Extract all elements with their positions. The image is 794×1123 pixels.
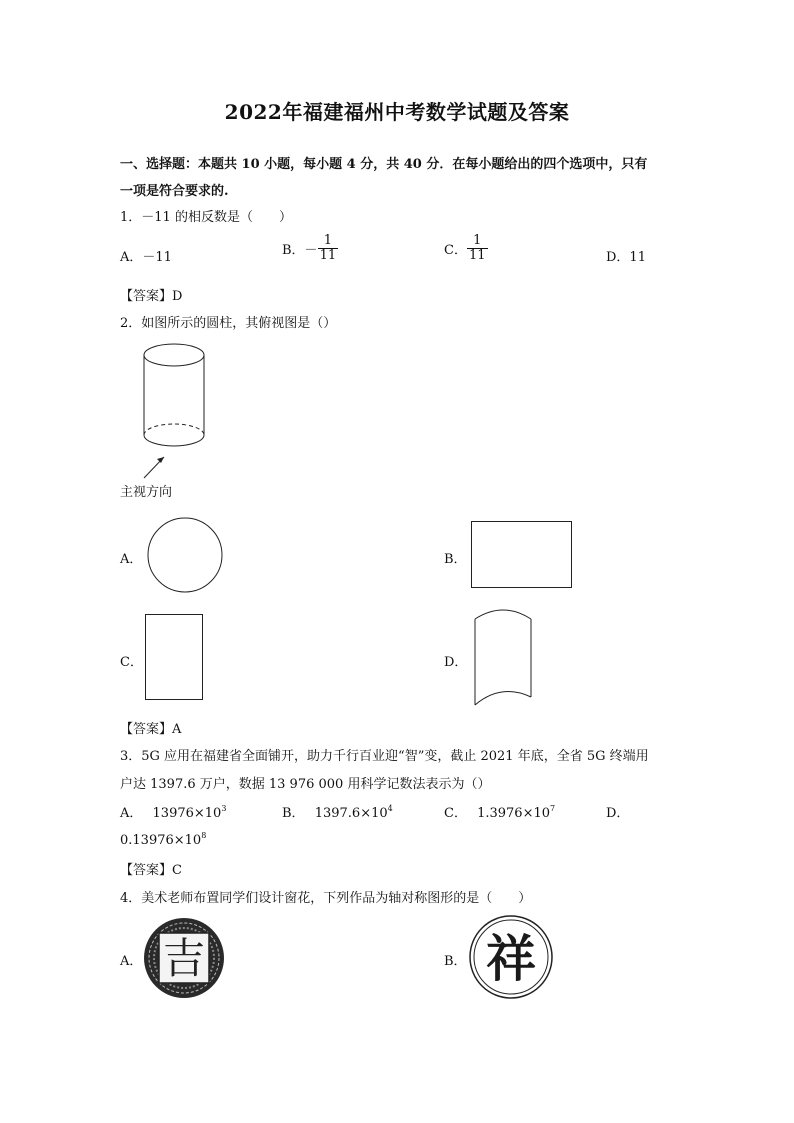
q2-answer: 【答案】A: [120, 722, 182, 737]
page-title: 2022年福建福州中考数学试题及答案: [224, 100, 570, 124]
q3-option-d-label: D．: [606, 806, 630, 821]
q4-option-b-glyph: 祥: [486, 929, 536, 988]
q2-option-a-label: A．: [120, 552, 143, 567]
q4-option-a-glyph: 吉: [162, 934, 206, 983]
q3-answer: 【答案】C: [120, 863, 182, 878]
section-heading-line2: 一项是符合要求的.: [120, 184, 229, 199]
q1-option-c-denominator: 11: [468, 247, 486, 263]
q1-option-d: D．11: [606, 250, 646, 265]
q3-option-b-base: 1397.6×10: [314, 806, 388, 821]
q1-option-c-numerator: 1: [473, 233, 482, 248]
q3-option-a-base: 13976×10: [152, 806, 222, 821]
q3-option-c-label: C．: [444, 806, 467, 821]
q1-option-b-fraction: [318, 234, 339, 262]
q2-option-c-label: C．: [120, 655, 143, 670]
q1-option-b-denominator: 11: [319, 247, 337, 263]
q3-stem-line1: 3．5G 应用在福建省全面铺开，助力千行百业迎“智”变，截止 2021 年底，全省 5G 终端用: [120, 749, 649, 764]
cylinder-figure: [120, 335, 220, 465]
q2-option-b-label: B．: [444, 552, 467, 567]
q4-option-b-label: B．: [444, 954, 467, 969]
q3-option-d: [120, 831, 206, 848]
q2-option-d-label: D．: [444, 655, 468, 670]
q3-option-b-exponent: 4: [387, 804, 393, 813]
q1-option-a: A．－11: [120, 250, 172, 265]
q2-stem: 2．如图所示的圆柱，其俯视图是（）: [120, 316, 337, 331]
q2-option-c-rectangle: [145, 614, 205, 702]
q3-option-c-exponent: 7: [550, 804, 556, 813]
q2-option-a-circle: [146, 517, 226, 597]
q1-option-c-fraction: [467, 234, 488, 262]
q3-option-d-base: 0.13976×10: [120, 833, 202, 848]
q4-stem: 4．美术老师布置同学们设计窗花，下列作品为轴对称图形的是（ ）: [120, 891, 532, 906]
q1-option-c: [444, 234, 488, 262]
q1-answer: 【答案】D: [120, 289, 183, 304]
q4-option-b-paper-cut: [468, 914, 554, 1000]
q3-option-b-label: B．: [282, 806, 305, 821]
q3-stem-line2: 户达 1397.6 万户，数据 13 976 000 用科学记数法表示为（）: [120, 777, 491, 792]
q4-option-a-paper-cut: [142, 916, 226, 1000]
section-heading-line1: 一、选择题：本题共 10 小题，每小题 4 分，共 40 分．在每小题给出的四个选项中，只有: [120, 157, 648, 172]
q3-option-a-exponent: 3: [221, 804, 227, 813]
q2-option-b-rectangle: [471, 521, 573, 589]
q3-option-a: [120, 802, 226, 821]
q3-option-d-exponent: 8: [201, 831, 207, 840]
q3-option-b: [282, 802, 393, 821]
q1-option-b-label: B．－: [282, 242, 318, 258]
q2-option-d-shape: [473, 607, 535, 707]
q3-option-c-base: 1.3976×10: [477, 806, 551, 821]
q3-option-a-label: A．: [120, 806, 143, 821]
q1-option-b: [282, 234, 338, 262]
q4-option-a-label: A．: [120, 954, 143, 969]
q3-option-c: [444, 802, 555, 821]
q2-figure-caption: 主视方向: [120, 485, 173, 500]
q1-option-b-numerator: 1: [323, 233, 332, 248]
q1-stem: 1．－11 的相反数是（ ）: [120, 210, 292, 225]
q1-option-c-label: C．: [444, 242, 467, 258]
